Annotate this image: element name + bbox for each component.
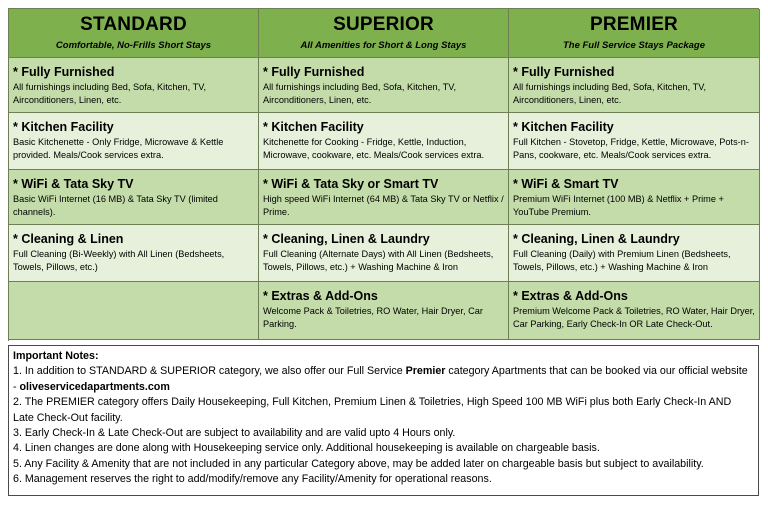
feature-title: * WiFi & Tata Sky TV bbox=[13, 177, 134, 191]
feature-desc: Premium WiFi Internet (100 MB) & Netflix + Prime + YouTube Premium. bbox=[513, 194, 724, 217]
note-5: 5. Any Facility & Amenity that are not included in any particular Category above, may be added later on chargeable basis but subject to availability. bbox=[13, 457, 704, 470]
note-1-text-mid: category Apartments that can be booked via our official website - bbox=[13, 365, 748, 393]
feature-title: * Fully Furnished bbox=[513, 65, 615, 79]
header-superior bbox=[259, 9, 509, 58]
cell-standard-wifi bbox=[9, 170, 259, 225]
feature-title: * Fully Furnished bbox=[13, 65, 115, 79]
feature-title: * Kitchen Facility bbox=[13, 120, 114, 134]
note-3: 3. Early Check-In & Late Check-Out are subject to availability and are valid upto 4 Hours only. bbox=[13, 427, 456, 440]
feature-desc: High speed WiFi Internet (64 MB) & Tata Sky TV or Netflix / Prime. bbox=[263, 194, 504, 217]
note-4: 4. Linen changes are done along with Housekeeping service only. Additional housekeeping is available on chargeable basis. bbox=[13, 442, 600, 455]
feature-desc: Basic Kitchenette - Only Fridge, Microwave & Kettle provided. Meals/Cook services extra. bbox=[13, 137, 224, 160]
cell-superior-kitchen bbox=[259, 113, 509, 170]
column-subtitle: The Full Service Stays Package bbox=[562, 40, 706, 51]
feature-desc: Full Cleaning (Daily) with Premium Linen (Bedsheets, Towels, Pillows, etc.) + Washing Machine & Iron bbox=[513, 249, 731, 272]
cell-standard-furnished bbox=[9, 58, 259, 113]
feature-title: * WiFi & Tata Sky or Smart TV bbox=[263, 177, 439, 191]
column-title: PREMIER bbox=[590, 14, 678, 35]
cell-standard-cleaning bbox=[9, 225, 259, 282]
important-notes bbox=[8, 345, 759, 496]
feature-desc: Premium Welcome Pack & Toiletries, RO Water, Hair Dryer, Car Parking, Early Check-In OR Late Check-Out. bbox=[513, 306, 755, 329]
feature-title: * Kitchen Facility bbox=[513, 120, 614, 134]
feature-desc: Full Cleaning (Alternate Days) with All Linen (Bedsheets, Towels, Pillows, etc.) + Washing Machine & Iron bbox=[263, 249, 494, 272]
header-premier bbox=[509, 9, 760, 58]
feature-desc: All furnishings including Bed, Sofa, Kitchen, TV, Airconditioners, Linen, etc. bbox=[263, 82, 457, 105]
feature-desc: All furnishings including Bed, Sofa, Kitchen, TV, Airconditioners, Linen, etc. bbox=[13, 82, 207, 105]
feature-desc: Kitchenette for Cooking - Fridge, Kettle, Induction, Microwave, cookware, etc. Meals/Cook services extra. bbox=[263, 137, 485, 160]
cell-superior-extras bbox=[259, 282, 509, 340]
feature-title: * Cleaning & Linen bbox=[13, 232, 124, 246]
cell-superior-wifi bbox=[259, 170, 509, 225]
cell-superior-cleaning bbox=[259, 225, 509, 282]
feature-title: * Cleaning, Linen & Laundry bbox=[513, 232, 680, 246]
feature-title: * Extras & Add-Ons bbox=[263, 289, 378, 303]
column-subtitle: Comfortable, No-Frills Short Stays bbox=[55, 40, 212, 51]
website-link[interactable]: oliveservicedapartments.com bbox=[19, 380, 170, 393]
notes-heading: Important Notes: bbox=[13, 350, 99, 362]
feature-desc: Welcome Pack & Toiletries, RO Water, Hair Dryer, Car Parking. bbox=[263, 306, 483, 329]
note-1-premier: Premier bbox=[405, 365, 446, 378]
cell-premier-kitchen bbox=[509, 113, 760, 170]
cell-premier-cleaning bbox=[509, 225, 760, 282]
note-2: 2. The PREMIER category offers Daily Housekeeping, Full Kitchen, Premium Linen & Toiletries, High Speed 100 MB WiFi plus both Early Check-In AND Late Check-Out facility. bbox=[13, 396, 732, 424]
cell-premier-furnished bbox=[509, 58, 760, 113]
cell-standard-extras-empty bbox=[9, 282, 259, 340]
feature-title: * Cleaning, Linen & Laundry bbox=[263, 232, 430, 246]
cell-premier-extras bbox=[509, 282, 760, 340]
feature-title: * WiFi & Smart TV bbox=[513, 177, 619, 191]
comparison-table bbox=[8, 8, 759, 341]
feature-title: * Extras & Add-Ons bbox=[513, 289, 628, 303]
column-subtitle: All Amenities for Short & Long Stays bbox=[300, 40, 467, 51]
feature-title: * Kitchen Facility bbox=[263, 120, 364, 134]
cell-superior-furnished bbox=[259, 58, 509, 113]
feature-title: * Fully Furnished bbox=[263, 65, 365, 79]
feature-desc: Full Cleaning (Bi-Weekly) with All Linen (Bedsheets, Towels, Pillows, etc.) bbox=[13, 249, 225, 272]
cell-premier-wifi bbox=[509, 170, 760, 225]
cell-standard-kitchen bbox=[9, 113, 259, 170]
feature-desc: All furnishings including Bed, Sofa, Kitchen, TV, Airconditioners, Linen, etc. bbox=[513, 82, 707, 105]
header-standard bbox=[9, 9, 259, 58]
note-1 bbox=[13, 364, 754, 395]
feature-desc: Full Kitchen - Stovetop, Fridge, Kettle, Microwave, Pots-n-Pans, cookware, etc. Meals/Cook services extra. bbox=[513, 137, 749, 160]
note-1-text: 1. In addition to STANDARD & SUPERIOR category, we also offer our Full Service bbox=[13, 365, 406, 378]
note-6: 6. Management reserves the right to add/modify/remove any Facility/Amenity for operational reasons. bbox=[13, 473, 492, 486]
feature-desc: Basic WiFi Internet (16 MB) & Tata Sky TV (limited channels). bbox=[13, 194, 218, 217]
column-title: STANDARD bbox=[80, 14, 187, 35]
column-title: SUPERIOR bbox=[333, 14, 434, 35]
